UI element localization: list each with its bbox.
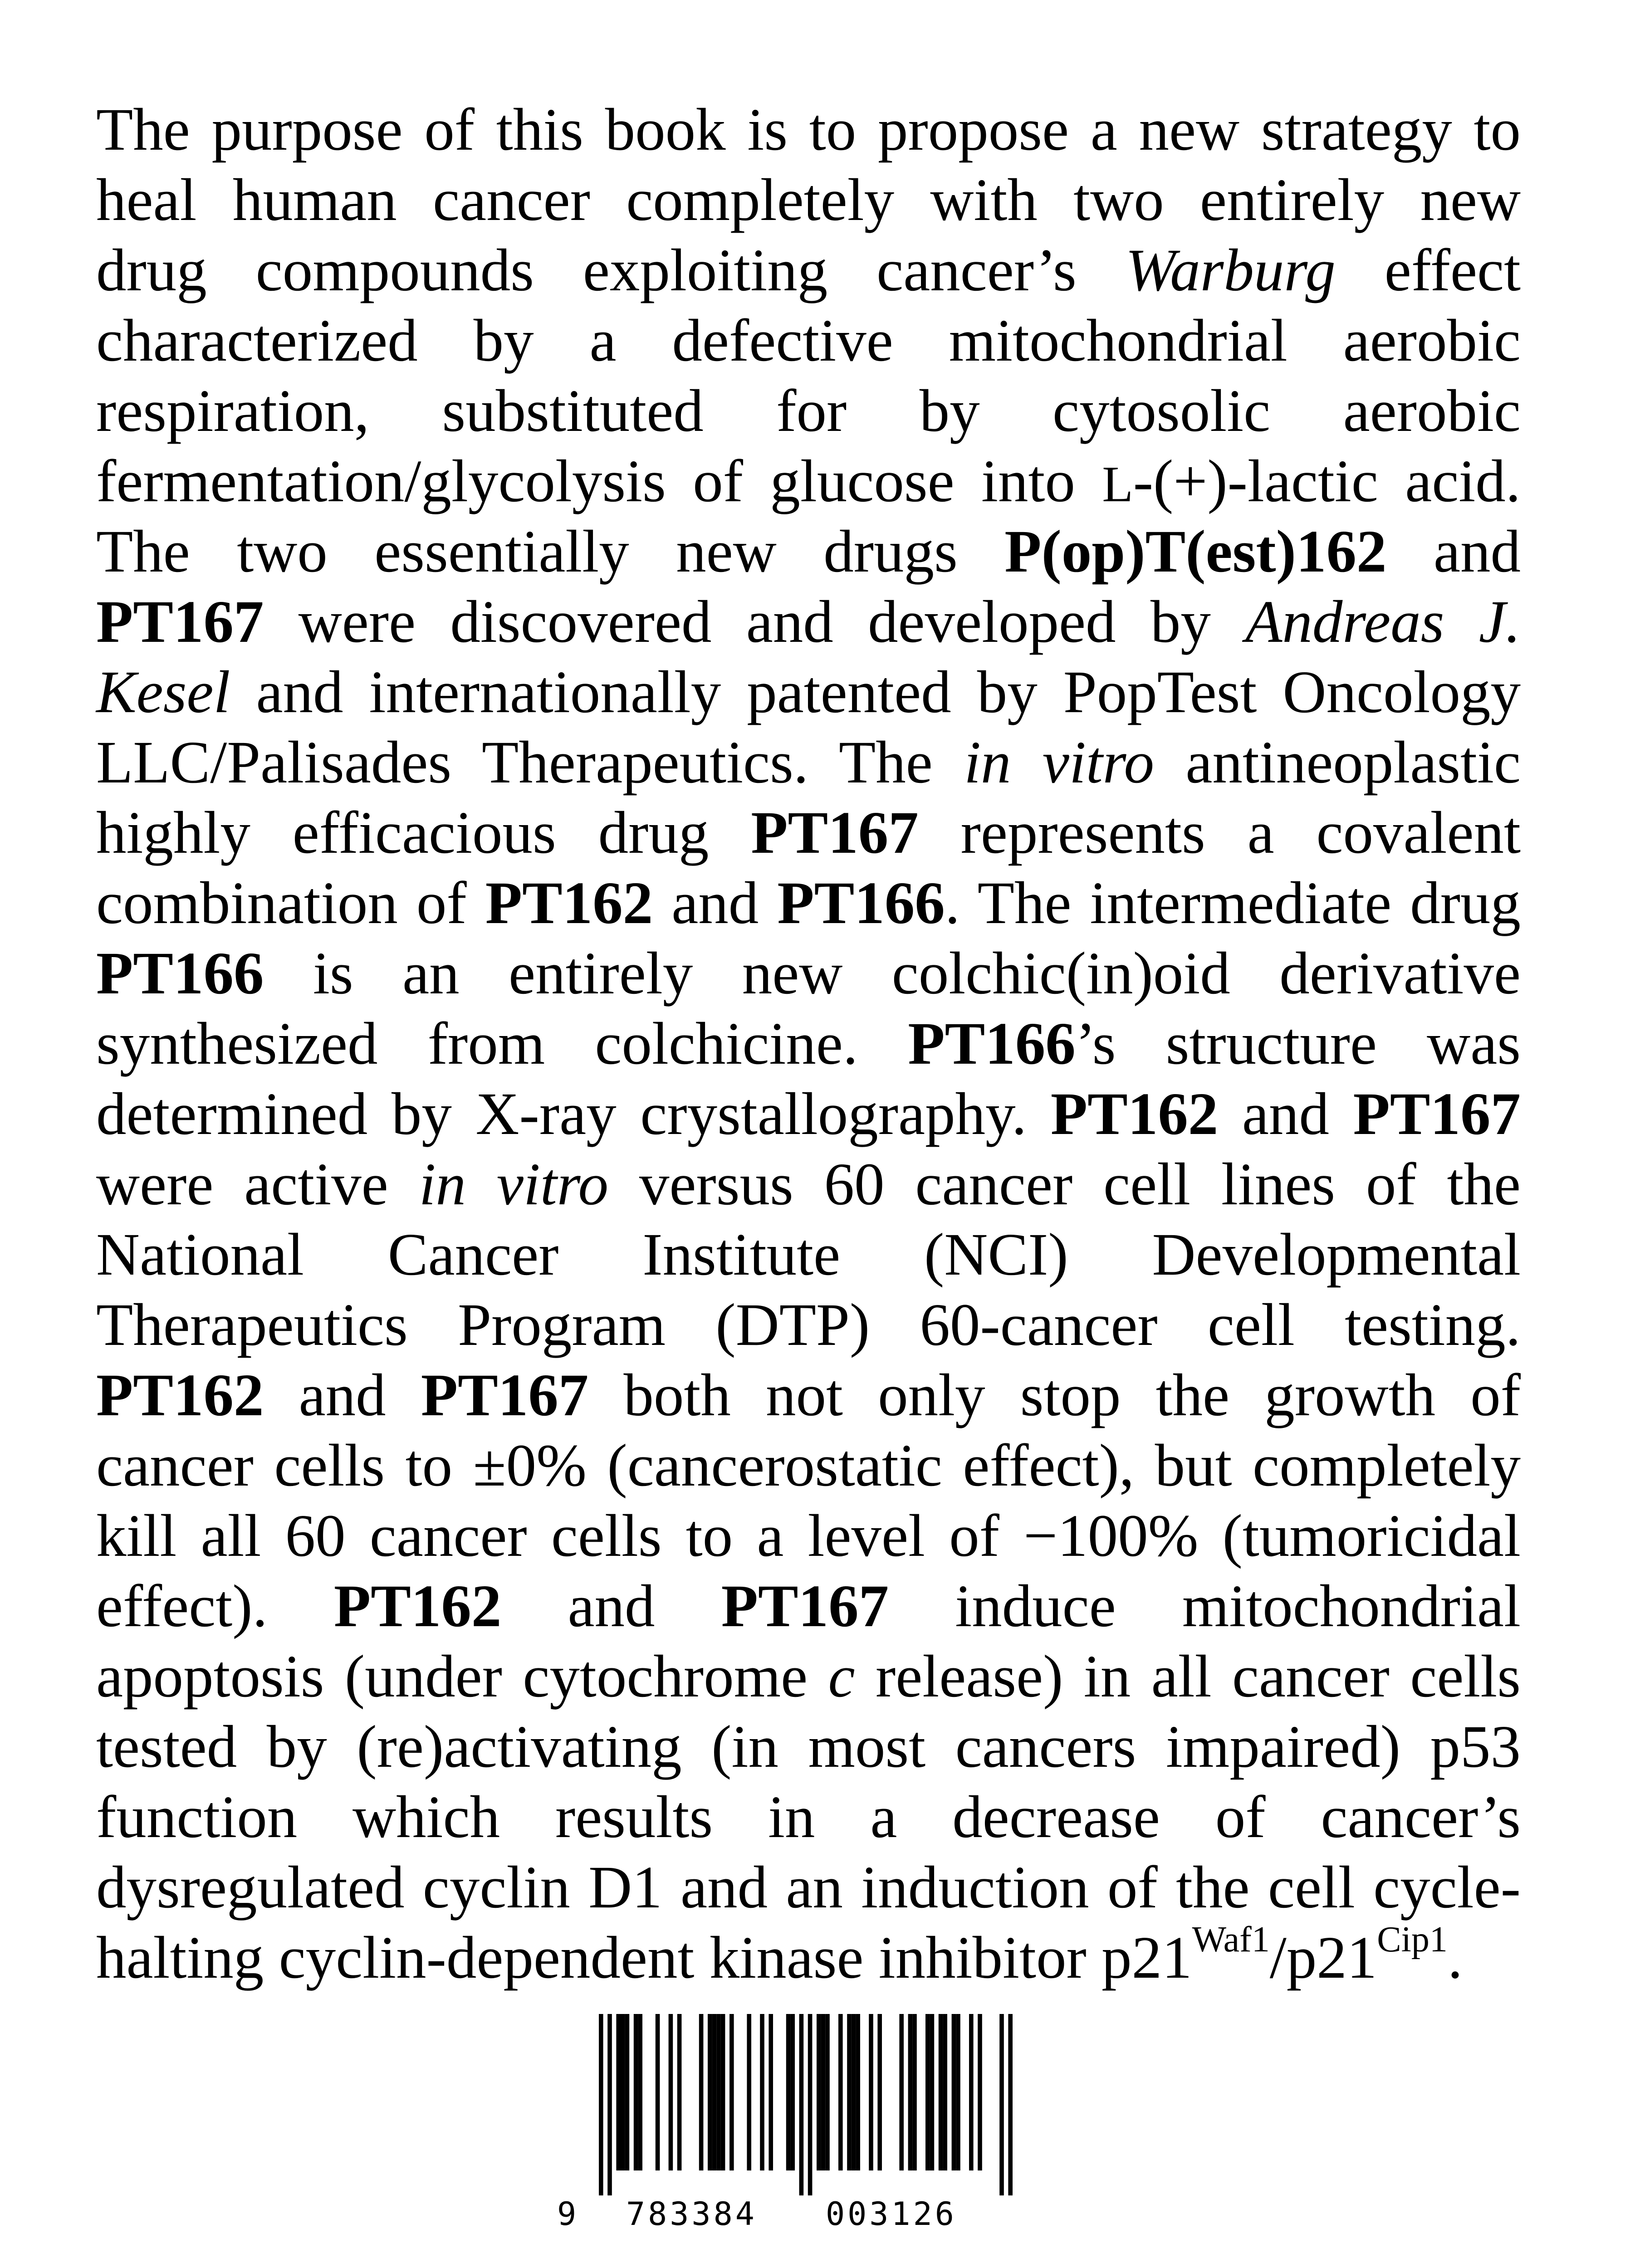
italic-text: c xyxy=(828,1642,855,1710)
blurb-line xyxy=(96,1360,1521,1430)
barcode-bar xyxy=(786,2014,791,2170)
text-run: and xyxy=(1386,518,1521,585)
barcode-bar xyxy=(638,2014,642,2170)
barcode-bar xyxy=(708,2014,712,2170)
text-run: synthesized from colchicine. xyxy=(96,1010,908,1077)
text-run: were active xyxy=(96,1150,419,1217)
barcode-bar xyxy=(621,2014,625,2170)
blurb-line xyxy=(96,1008,1521,1079)
blurb-line xyxy=(96,1290,1521,1360)
blurb-line xyxy=(96,1641,1521,1711)
text-run: The purpose of this book is to propose a new strategy to xyxy=(96,96,1521,163)
text-run: function which results in a decrease of cancer’s xyxy=(96,1783,1521,1850)
blurb-line xyxy=(96,376,1521,446)
bold-text: P(op)T(est)162 xyxy=(1004,518,1387,585)
italic-text: Warburg xyxy=(1125,236,1336,303)
barcode-bar xyxy=(716,2014,721,2170)
barcode-bar xyxy=(939,2014,943,2170)
barcode-bar xyxy=(908,2014,913,2170)
barcode-bar xyxy=(956,2014,960,2170)
barcode-bar xyxy=(825,2014,830,2170)
blurb-line xyxy=(96,797,1521,868)
back-cover-blurb xyxy=(96,94,1521,1993)
barcode-guard-bar xyxy=(799,2014,804,2195)
barcode-bar xyxy=(790,2014,795,2170)
superscript-text: Waf1 xyxy=(1192,1920,1270,1960)
bold-text: PT167 xyxy=(751,799,919,866)
barcode-left-group: 783384 xyxy=(626,2195,757,2233)
bold-text: PT166 xyxy=(908,1010,1076,1077)
blurb-line xyxy=(96,516,1521,587)
blurb-line xyxy=(96,587,1521,657)
text-run: effect). xyxy=(96,1572,334,1639)
text-run: LLC/Palisades Therapeutics. The xyxy=(96,728,964,796)
barcode-bar xyxy=(847,2014,852,2170)
text-run: /p21 xyxy=(1269,1924,1377,1991)
small-caps-text: L xyxy=(1102,456,1133,513)
barcode-lead-digit: 9 xyxy=(557,2195,579,2233)
blurb-line xyxy=(96,1219,1521,1290)
barcode-bar xyxy=(769,2014,773,2170)
barcode-bar xyxy=(677,2014,682,2170)
blurb-line xyxy=(96,938,1521,1008)
text-run: release) in all cancer cells xyxy=(855,1642,1521,1710)
text-run: effect xyxy=(1335,236,1521,303)
barcode-bar xyxy=(978,2014,982,2170)
barcode-guard-bar xyxy=(999,2014,1004,2195)
blurb-line xyxy=(96,1922,1521,1993)
text-run: . The intermediate drug xyxy=(945,869,1521,936)
barcode-bar xyxy=(912,2014,917,2170)
text-run: apoptosis (under cytochrome xyxy=(96,1642,828,1710)
text-run: antineoplastic xyxy=(1154,728,1521,796)
blurb-line xyxy=(96,1501,1521,1571)
blurb-line xyxy=(96,727,1521,797)
bold-text: PT162 xyxy=(485,869,653,936)
barcode-bar xyxy=(838,2014,843,2170)
barcode-digits xyxy=(558,2195,1021,2245)
text-run: Therapeutics Program (DTP) 60-cancer cell testing. xyxy=(96,1291,1521,1358)
text-run: induce mitochondrial xyxy=(889,1572,1521,1639)
italic-text: in vitro xyxy=(964,728,1155,796)
text-run: heal human cancer completely with two entirely new xyxy=(96,166,1521,233)
bold-text: PT166 xyxy=(96,939,264,1007)
barcode-bar xyxy=(925,2014,930,2170)
superscript-text: Cip1 xyxy=(1377,1920,1448,1960)
text-run: were discovered and developed by xyxy=(264,588,1246,655)
barcode-guard-bar xyxy=(607,2014,612,2195)
barcode-bar xyxy=(747,2014,751,2170)
text-run: and xyxy=(653,869,778,936)
barcode-bar xyxy=(729,2014,734,2170)
bold-text: PT167 xyxy=(1353,1080,1521,1147)
text-run: highly efficacious drug xyxy=(96,799,751,866)
barcode-bar xyxy=(899,2014,904,2170)
barcode-bar xyxy=(669,2014,673,2170)
blurb-line xyxy=(96,94,1521,165)
isbn-barcode xyxy=(558,2014,1021,2195)
barcode-bar xyxy=(817,2014,821,2170)
bold-text: PT167 xyxy=(721,1572,889,1639)
barcode-bar xyxy=(712,2014,717,2170)
blurb-line xyxy=(96,1711,1521,1782)
barcode-guard-bar xyxy=(808,2014,813,2195)
text-run: and xyxy=(501,1572,721,1639)
blurb-line xyxy=(96,235,1521,305)
text-run: National Cancer Institute (NCI) Developmental xyxy=(96,1221,1521,1288)
text-run: ’s structure was xyxy=(1075,1010,1521,1077)
italic-text: Kesel xyxy=(96,658,230,725)
barcode-bar xyxy=(625,2014,630,2170)
blurb-line xyxy=(96,1571,1521,1641)
bold-text: PT167 xyxy=(421,1361,589,1428)
blurb-line xyxy=(96,868,1521,938)
barcode-bar xyxy=(869,2014,873,2170)
blurb-line xyxy=(96,657,1521,727)
barcode-bar xyxy=(616,2014,621,2170)
barcode-bar xyxy=(856,2014,860,2170)
barcode-bars xyxy=(558,2014,1021,2195)
blurb-line xyxy=(96,305,1521,376)
barcode-bar xyxy=(877,2014,882,2170)
text-run: both not only stop the growth of xyxy=(588,1361,1521,1428)
bold-text: PT166 xyxy=(777,869,945,936)
text-run: and xyxy=(1218,1080,1353,1147)
italic-text: Andreas J. xyxy=(1245,588,1521,655)
bold-text: PT162 xyxy=(1050,1080,1219,1147)
blurb-line xyxy=(96,1079,1521,1149)
blurb-line xyxy=(96,1149,1521,1219)
text-run: represents a covalent xyxy=(918,799,1521,866)
barcode-bar xyxy=(969,2014,974,2170)
text-run: drug compounds exploiting cancer’s xyxy=(96,236,1126,303)
blurb-line xyxy=(96,1430,1521,1501)
text-run: and internationally patented by PopTest Oncology xyxy=(230,658,1521,725)
text-run: dysregulated cyclin D1 and an induction of the cell cycle- xyxy=(96,1853,1521,1921)
text-run: combination of xyxy=(96,869,485,936)
text-run: . xyxy=(1447,1924,1463,1991)
text-run: halting cyclin-dependent kinase inhibitor p21 xyxy=(96,1924,1192,1991)
barcode-bar xyxy=(943,2014,947,2170)
text-run: kill all 60 cancer cells to a level of −100% (tumoricidal xyxy=(96,1502,1521,1569)
text-run: fermentation/glycolysis of glucose into xyxy=(96,447,1102,514)
bold-text: PT167 xyxy=(96,588,264,655)
text-run: cancer cells to ±0% (cancerostatic effect), but completely xyxy=(96,1432,1521,1499)
barcode-bar xyxy=(634,2014,638,2170)
barcode-guard-bar xyxy=(1008,2014,1013,2195)
text-run: determined by X-ray crystallography. xyxy=(96,1080,1051,1147)
barcode-bar xyxy=(952,2014,956,2170)
barcode-guard-bar xyxy=(599,2014,603,2195)
text-run: versus 60 cancer cell lines of the xyxy=(608,1150,1521,1217)
text-run: is an entirely new colchic(in)oid derivative xyxy=(264,939,1521,1007)
bold-text: PT162 xyxy=(333,1572,502,1639)
barcode-bar xyxy=(821,2014,826,2170)
text-run: -(+)-lactic acid. xyxy=(1133,447,1521,514)
italic-text: in vitro xyxy=(419,1150,609,1217)
barcode-bar xyxy=(852,2014,856,2170)
blurb-line xyxy=(96,165,1521,235)
text-run: The two essentially new drugs xyxy=(96,518,1005,585)
text-run: characterized by a defective mitochondrial aerobic xyxy=(96,307,1521,374)
text-run: respiration, substituted for by cytosolic aerobic xyxy=(96,377,1521,444)
barcode-bar xyxy=(930,2014,935,2170)
barcode-bar xyxy=(699,2014,704,2170)
text-run: and xyxy=(264,1361,421,1428)
blurb-line xyxy=(96,446,1521,516)
blurb-line xyxy=(96,1852,1521,1922)
barcode-right-group: 003126 xyxy=(826,2195,957,2233)
barcode-bar xyxy=(656,2014,660,2170)
text-run: tested by (re)activating (in most cancers impaired) p53 xyxy=(96,1713,1521,1780)
barcode-bar xyxy=(721,2014,725,2170)
bold-text: PT162 xyxy=(96,1361,264,1428)
blurb-line xyxy=(96,1782,1521,1852)
barcode-bar xyxy=(760,2014,764,2170)
